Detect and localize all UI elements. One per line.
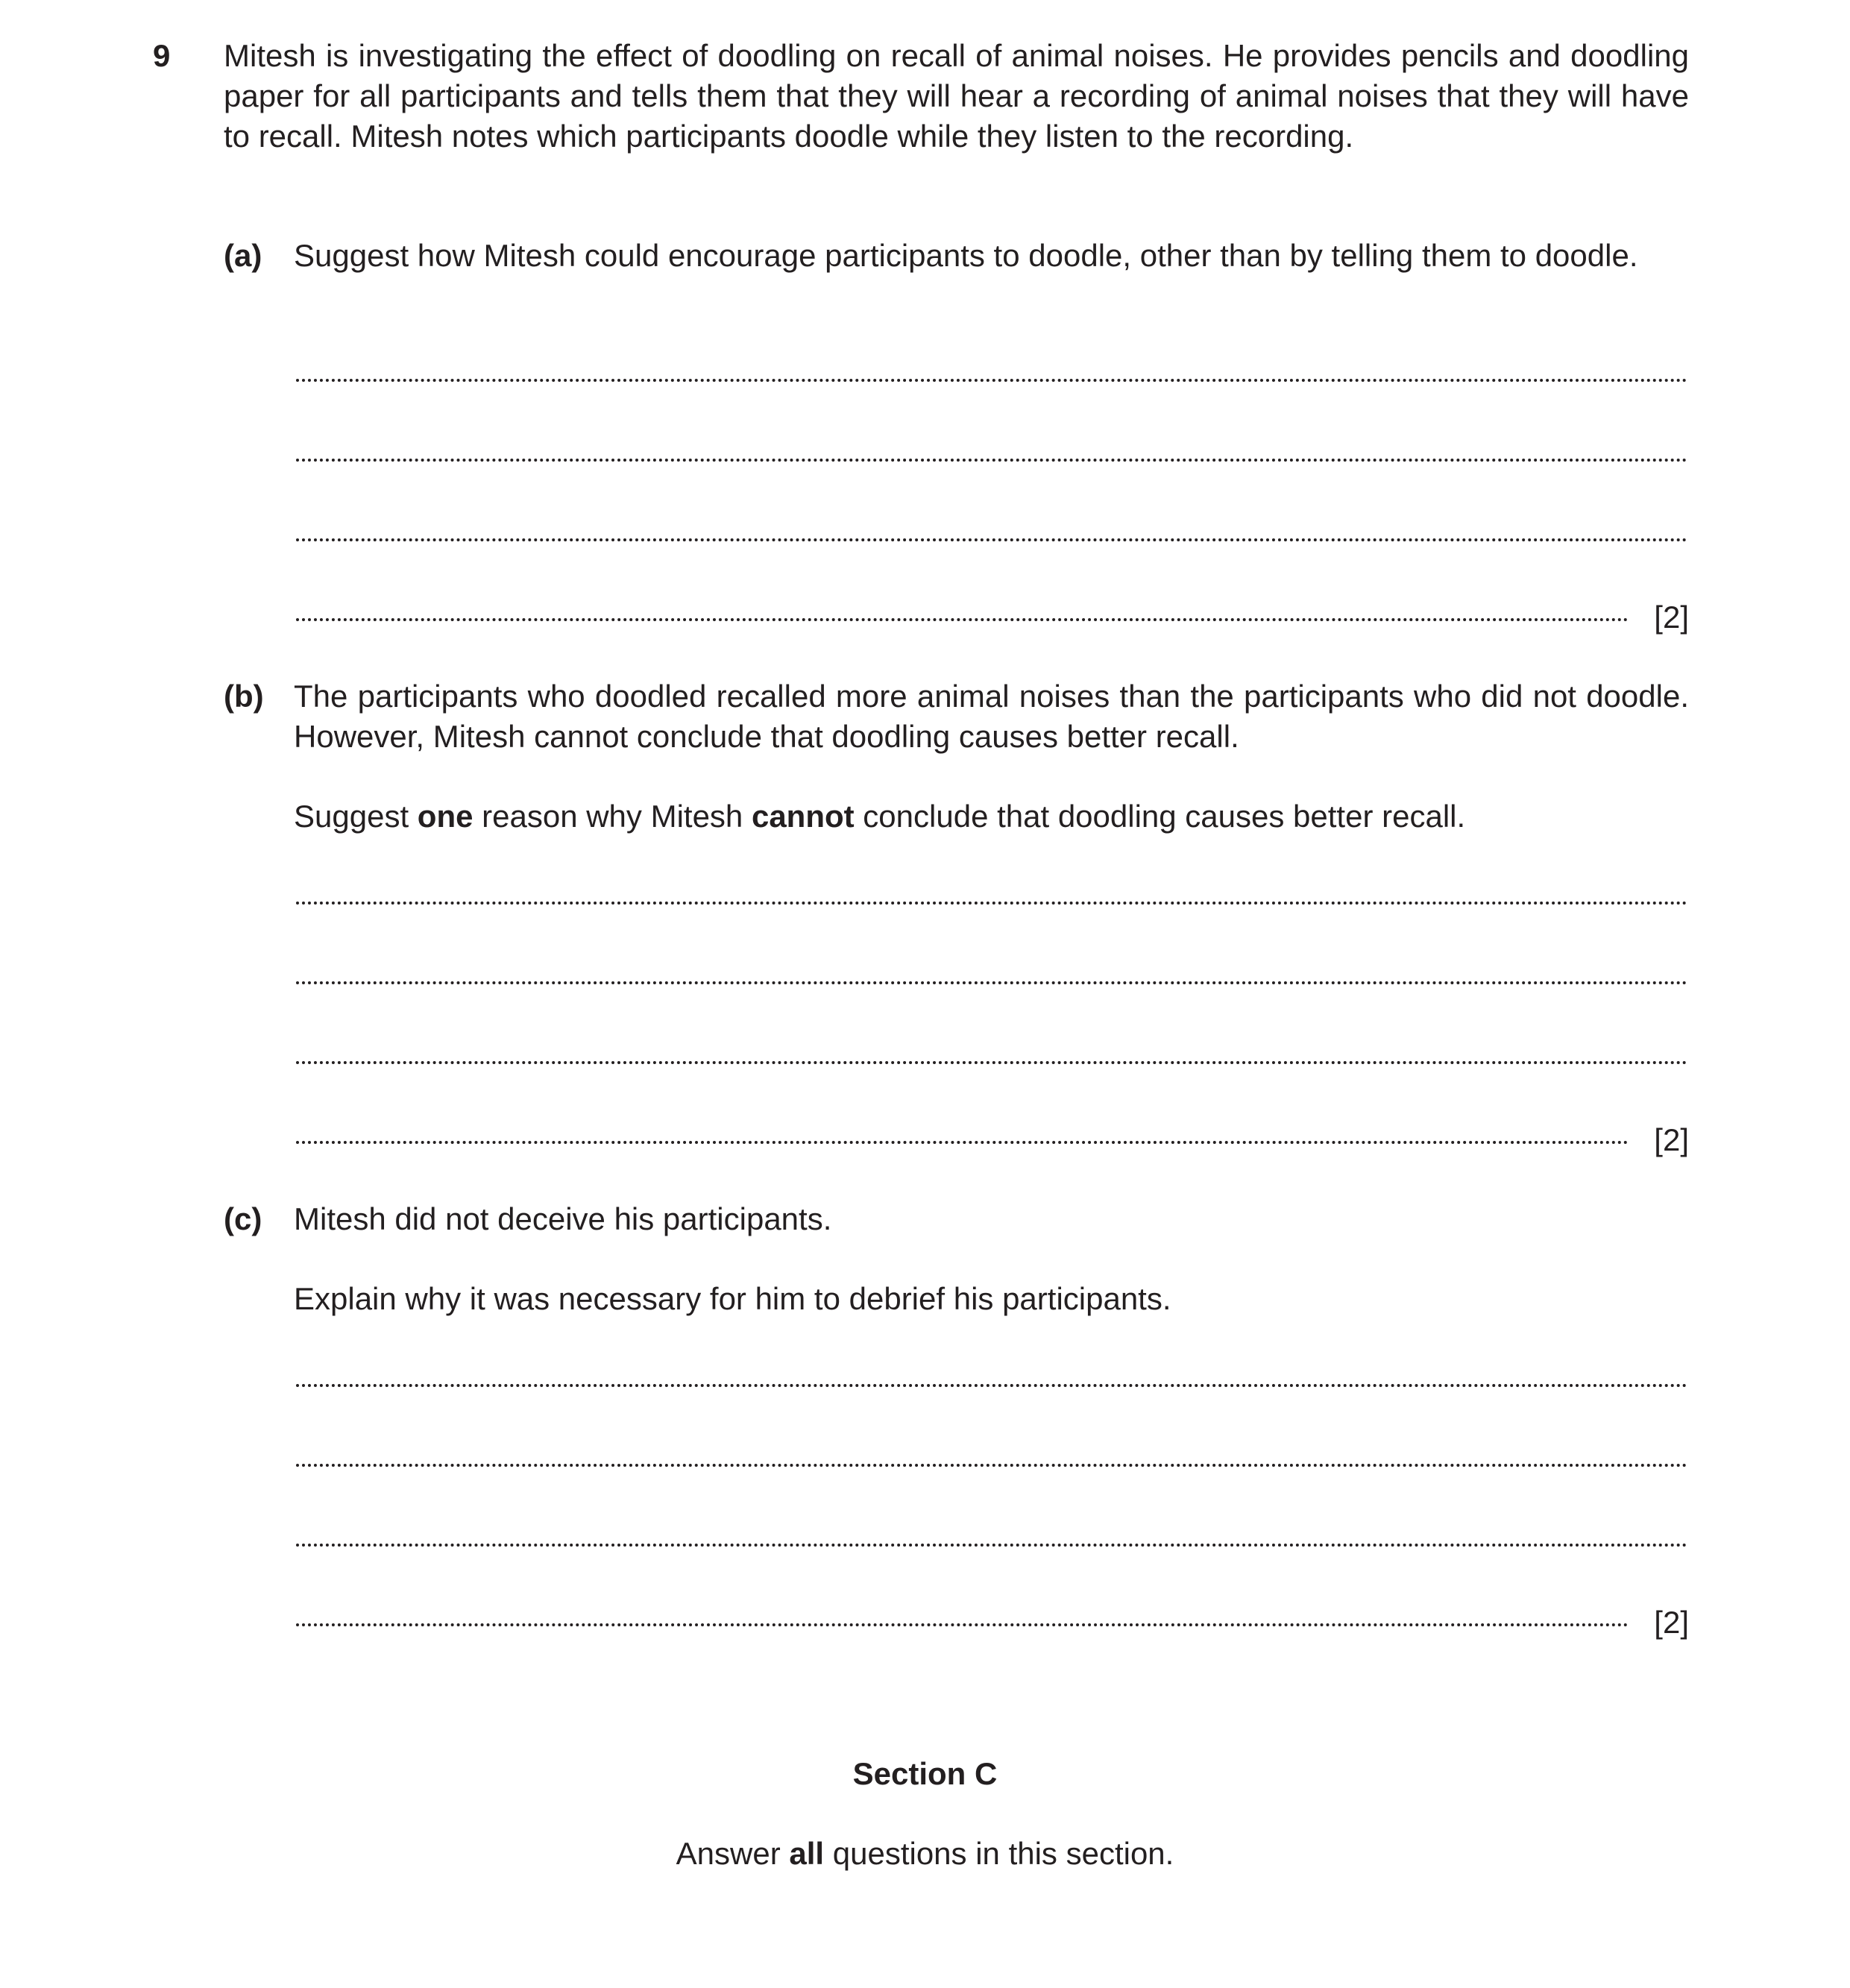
part-c-marks: [2] — [1654, 1605, 1689, 1640]
part-b-answer-line-1[interactable] — [296, 902, 1687, 905]
question-stem: Mitesh is investigating the effect of doodling on recall of animal noises. He provides pencils and doodling paper for all participants and tells them that they will hear a recording of animal noises that they will have to recall. Mitesh notes which participants doodle while they listen to the recording. — [224, 38, 1689, 154]
part-a-text: Suggest how Mitesh could encourage participants to doodle, other than by telling them to doodle. — [294, 238, 1638, 273]
emphasis-all: all — [789, 1836, 825, 1871]
part-b-answer-line-3[interactable] — [296, 1061, 1687, 1064]
part-b-answer-line-2[interactable] — [296, 981, 1687, 984]
part-b-marks: [2] — [1654, 1122, 1689, 1157]
part-c-answer-line-1[interactable] — [296, 1384, 1687, 1387]
part-b-text: The participants who doodled recalled more animal noises than the participants who did not doodle. However, Mitesh cannot conclude that doodling causes better recall. — [294, 679, 1689, 754]
emphasis-one: one — [417, 799, 473, 834]
part-b-prompt: Suggest one reason why Mitesh cannot conclude that doodling causes better recall. — [294, 799, 1466, 834]
part-b-answer-line-4[interactable] — [296, 1141, 1629, 1144]
part-c-answer-line-4[interactable] — [296, 1623, 1629, 1626]
part-a-answer-line-3[interactable] — [296, 538, 1687, 541]
question-number: 9 — [153, 38, 171, 73]
part-a-answer-line-4[interactable] — [296, 618, 1629, 621]
part-a-label: (a) — [224, 238, 262, 273]
section-title: Section C — [852, 1756, 998, 1791]
part-b-label: (b) — [224, 679, 264, 714]
part-a-answer-line-1[interactable] — [296, 379, 1687, 382]
part-c-text: Mitesh did not deceive his participants. — [294, 1201, 832, 1236]
part-c-answer-line-3[interactable] — [296, 1544, 1687, 1547]
part-c-prompt: Explain why it was necessary for him to debrief his participants. — [294, 1281, 1171, 1316]
part-a-answer-line-2[interactable] — [296, 459, 1687, 462]
part-a-marks: [2] — [1654, 600, 1689, 635]
part-c-answer-line-2[interactable] — [296, 1464, 1687, 1467]
section-instruction: Answer all questions in this section. — [676, 1836, 1174, 1871]
part-c-label: (c) — [224, 1201, 262, 1236]
emphasis-cannot: cannot — [751, 799, 855, 834]
